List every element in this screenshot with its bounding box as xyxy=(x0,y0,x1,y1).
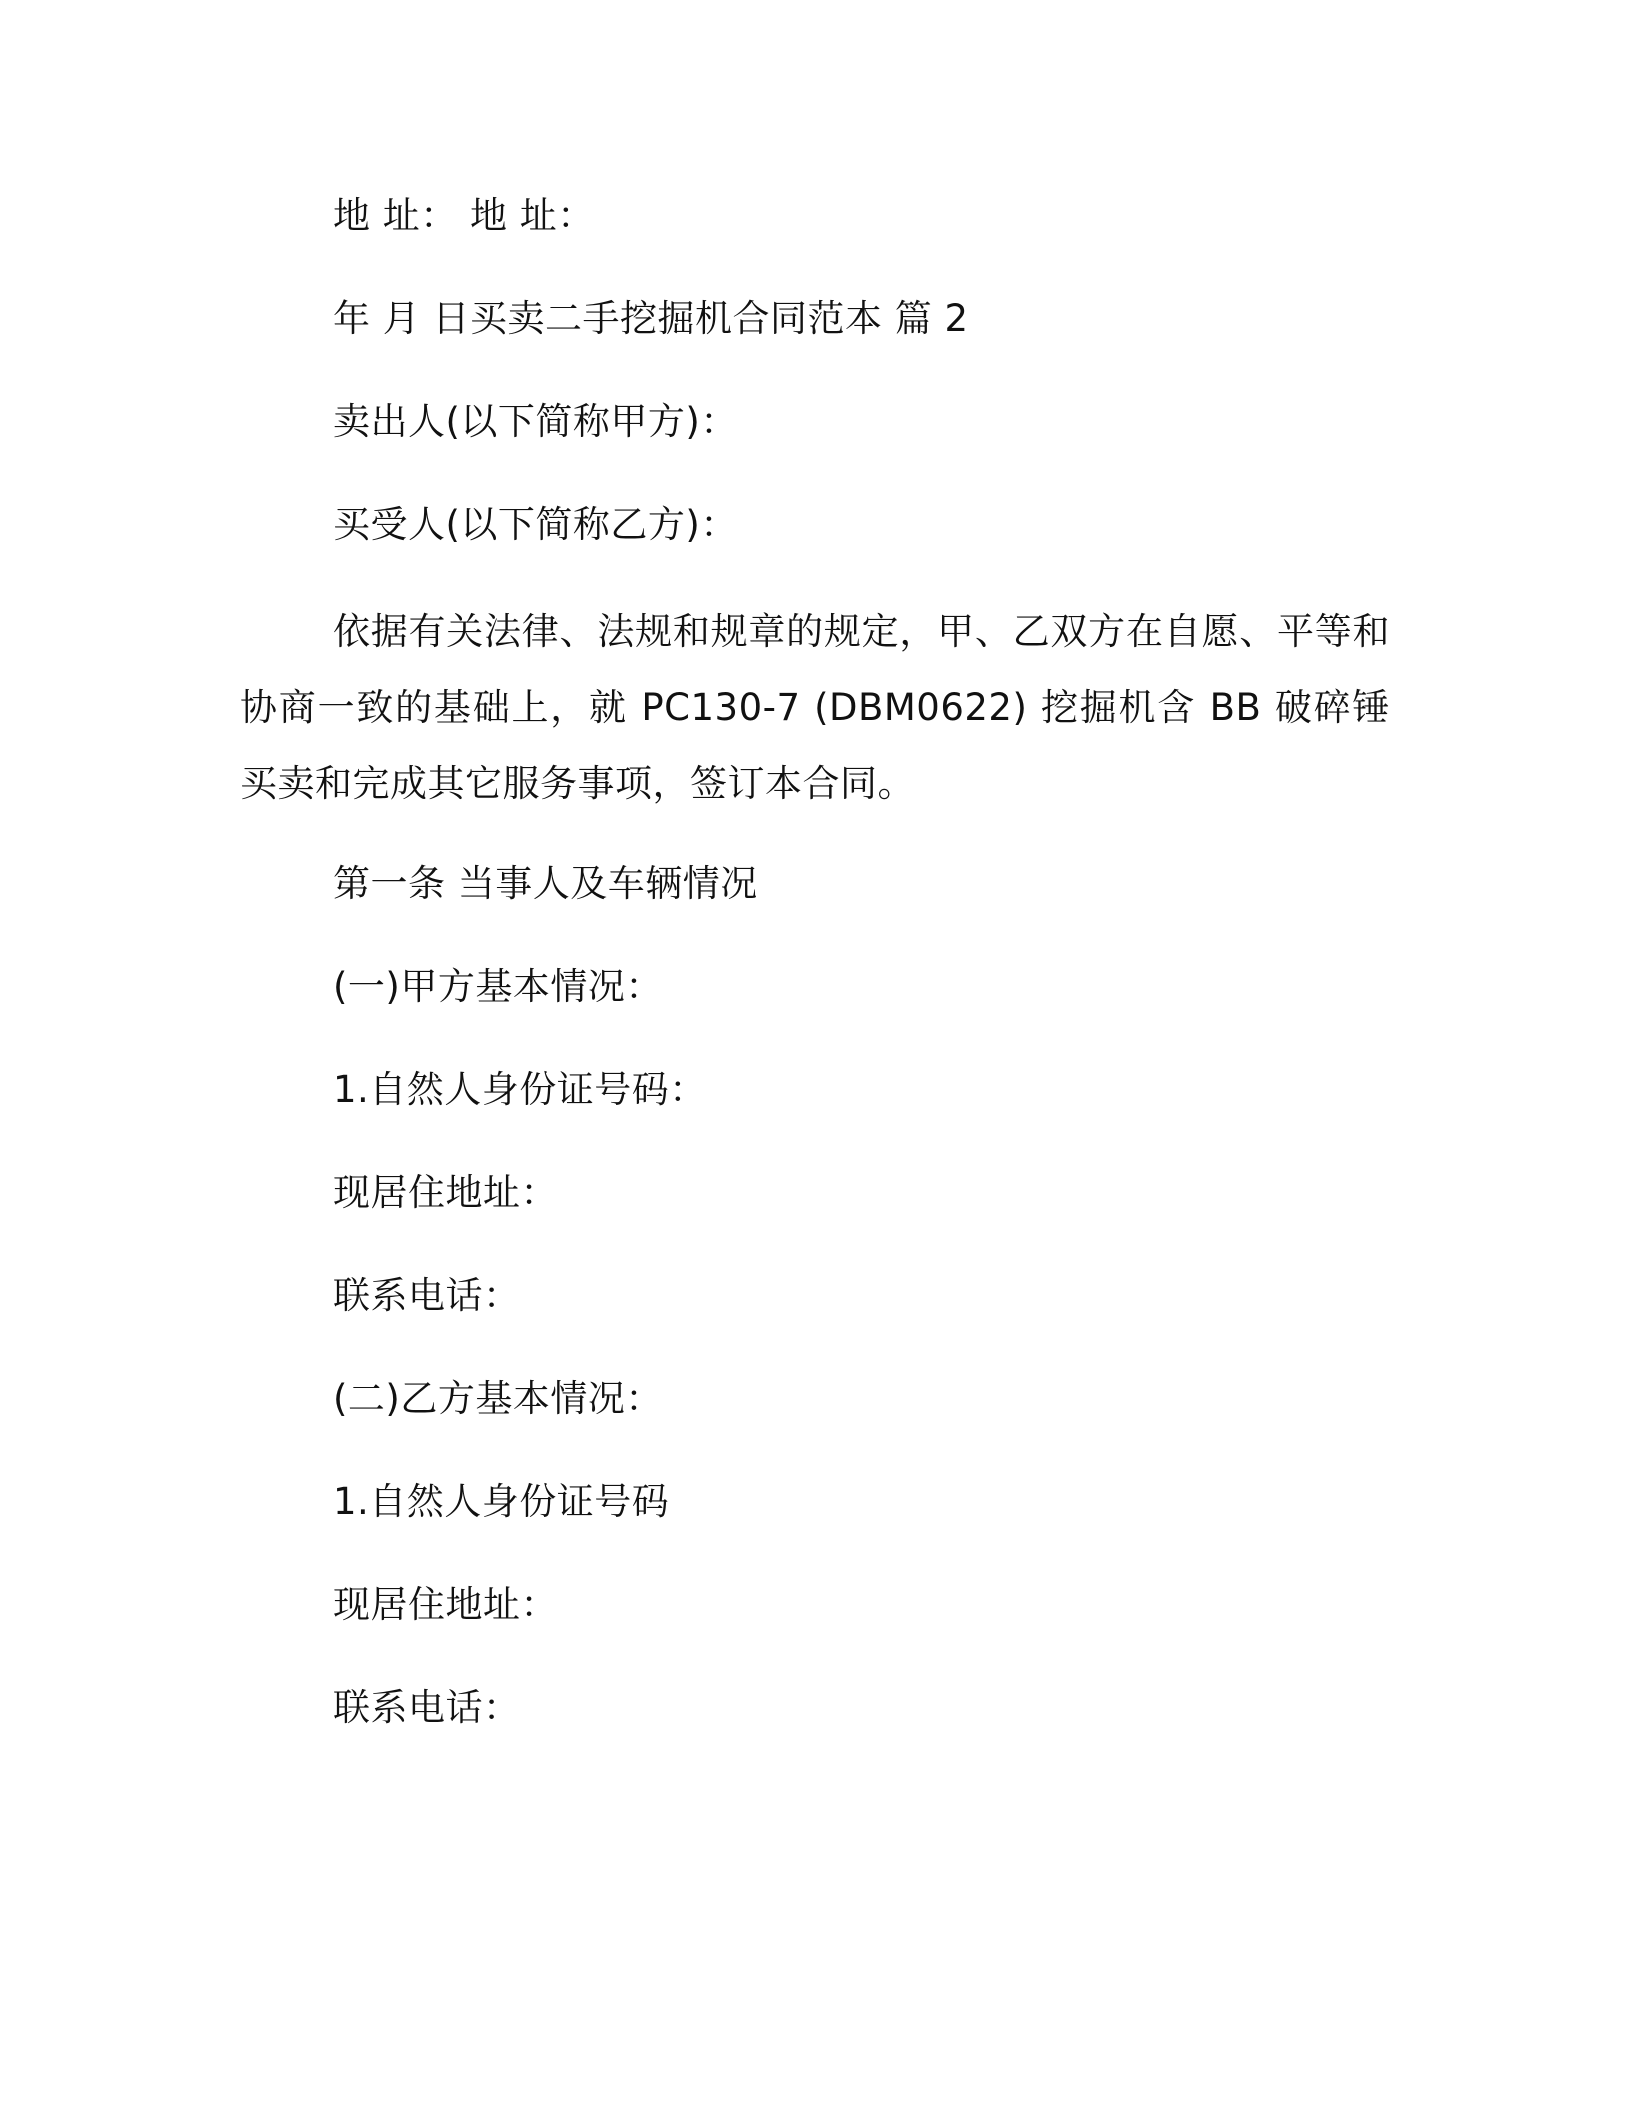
seller-line: 卖出人(以下简称甲方)： xyxy=(333,400,738,443)
party-a-id-line: 1.自然人身份证号码： xyxy=(333,1068,707,1111)
party-b-address-line: 现居住地址： xyxy=(333,1583,558,1626)
party-b-heading: (二)乙方基本情况： xyxy=(333,1377,663,1420)
party-a-heading: (一)甲方基本情况： xyxy=(333,965,663,1008)
buyer-line: 买受人(以下简称乙方)： xyxy=(333,503,738,546)
party-b-phone-line: 联系电话： xyxy=(333,1686,521,1729)
party-a-address-line: 现居住地址： xyxy=(333,1171,558,1214)
contract-title-line: 年 月 日买卖二手挖掘机合同范本 篇 2 xyxy=(333,297,969,340)
party-a-phone-line: 联系电话： xyxy=(333,1274,521,1317)
party-b-id-line: 1.自然人身份证号码 xyxy=(333,1480,670,1523)
address-line: 地 址： 地 址： xyxy=(333,194,595,237)
intro-paragraph: 依据有关法律、法规和规章的规定，甲、乙双方在自愿、平等和协商一致的基础上，就 PC130-7 (DBM0622) 挖掘机含 BB 破碎锤买卖和完成其它服务事项，签订本合同。 xyxy=(240,610,1390,805)
article-one-heading: 第一条 当事人及车辆情况 xyxy=(333,862,758,905)
